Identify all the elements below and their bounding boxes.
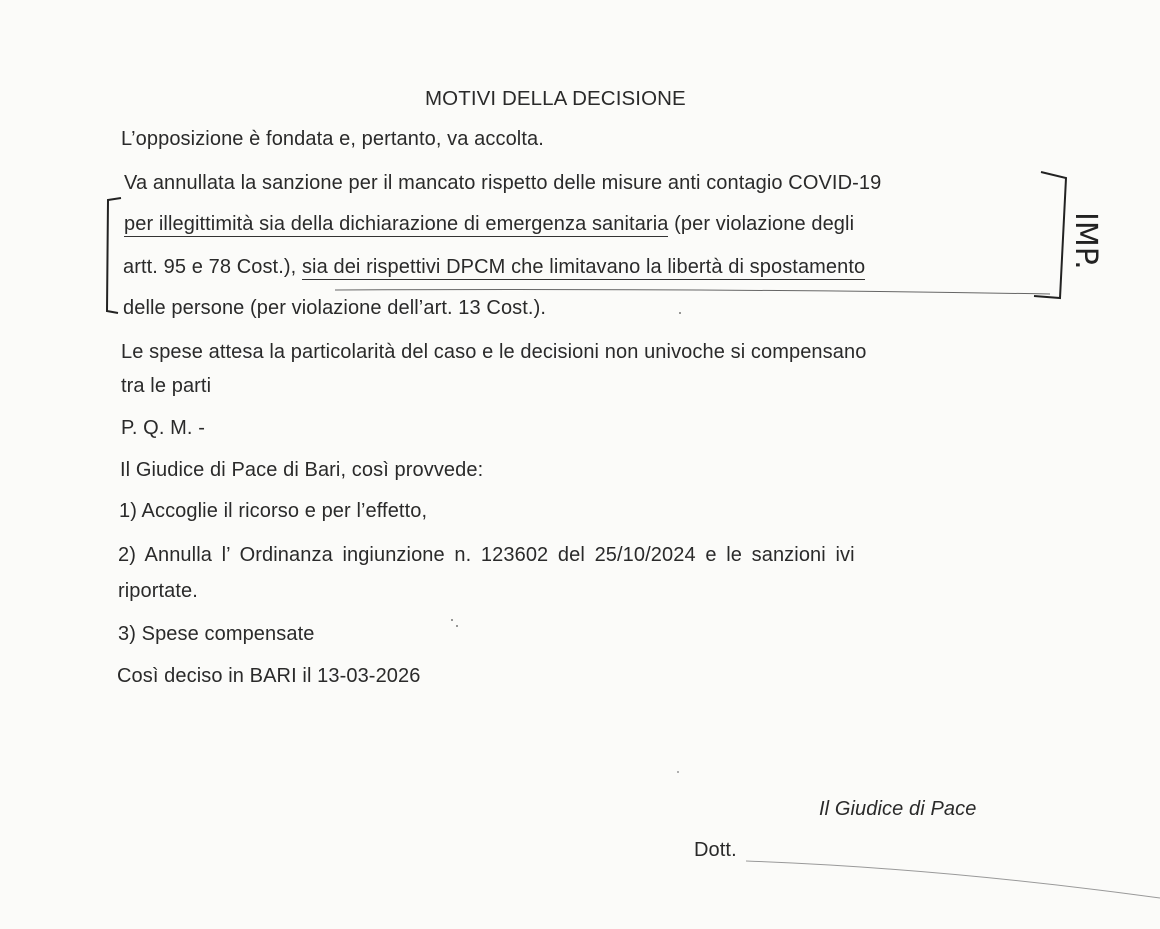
left-bracket-mark [107,198,121,313]
section-heading: MOTIVI DELLA DECISIONE [425,87,686,110]
pqm-label: P. Q. M. - [121,417,205,439]
ruling-item-2-line-2: riportate. [118,580,198,602]
paragraph-costs-line-2: tra le parti [121,375,212,397]
underline-trail-mark [335,290,1050,295]
ruling-item-3: 3) Spese compensate [118,623,315,645]
signature-title: Il Giudice di Pace [819,798,977,820]
speck-mark [677,771,679,773]
signature-line [746,861,1160,898]
right-bracket-mark [1034,172,1066,298]
speck-mark [451,619,453,621]
underlined-emergency-text: per illegittimità sia della dichiarazione di emergenza sanitaria [124,213,669,235]
paragraph-opposition: L’opposizione è fondata e, pertanto, va accolta. [121,128,544,150]
ruling-item-1: 1) Accoglie il ricorso e per l’effetto, [119,500,428,522]
signature-prefix: Dott. [694,839,737,861]
violation-text: (per violazione degli [668,213,855,235]
margin-note-handwriting: IMP. [1068,212,1103,270]
closing-statement: Così deciso in BARI il 13-03-2026 [117,665,421,687]
paragraph-annulment-line-1: Va annullata la sanzione per il mancato rispetto delle misure anti contagio COVID-19 [124,172,882,194]
ruling-item-2-line-1: 2) Annulla l’ Ordinanza ingiunzione n. 123602 del 25/10/2024 e le sanzioni ivi [118,544,855,566]
articles-text: artt. 95 e 78 Cost.), [123,256,302,278]
paragraph-costs-line-1: Le spese attesa la particolarità del caso e le decisioni non univoche si compensano [121,341,867,363]
paragraph-annulment-line-4: delle persone (per violazione dell’art. 13 Cost.). [123,297,546,319]
ruling-intro: Il Giudice di Pace di Bari, così provvede: [120,459,484,481]
speck-mark [679,312,681,314]
speck-mark [456,625,458,627]
underlined-dpcm-text: sia dei rispettivi DPCM che limitavano la libertà di spostamento [301,256,866,278]
